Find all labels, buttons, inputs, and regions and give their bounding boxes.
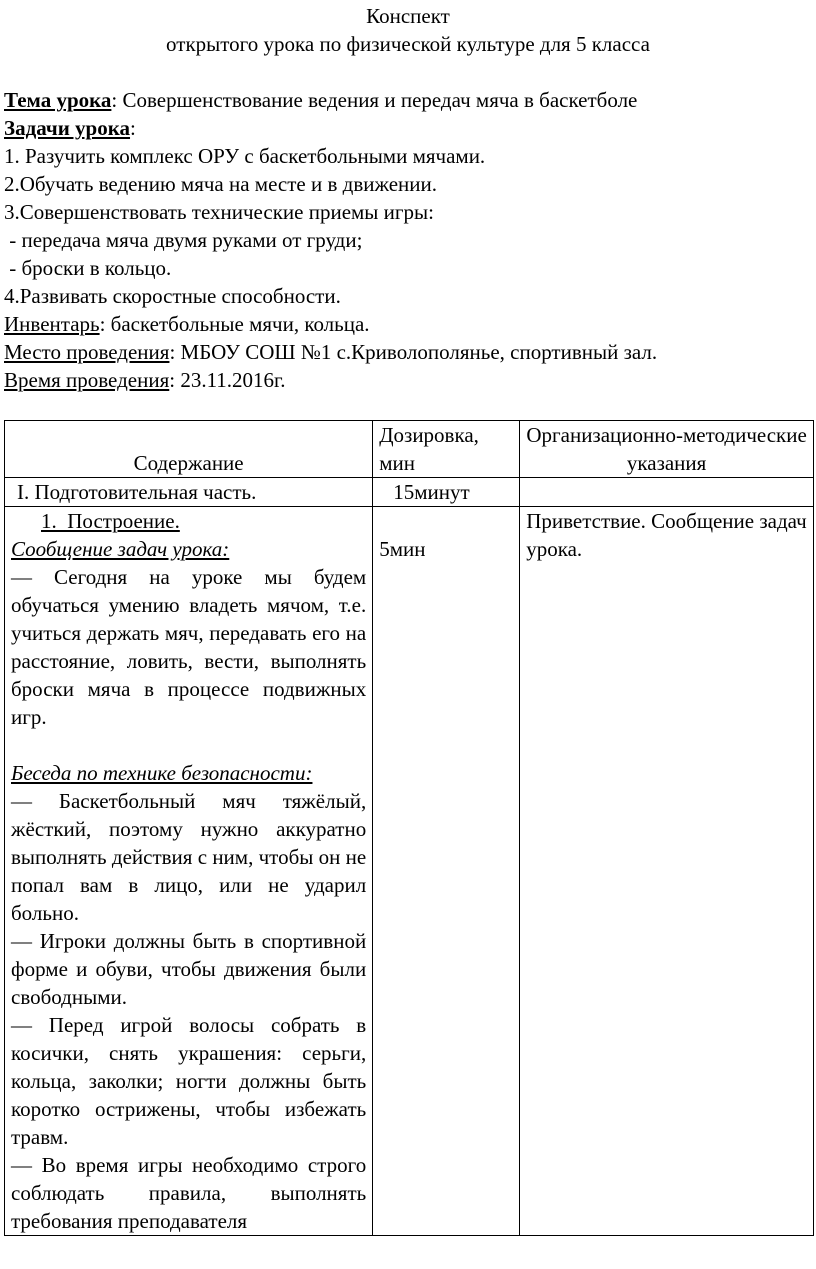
task-item: - передача мяча двумя руками от груди; xyxy=(4,228,363,252)
task-message-label: Сообщение задач урока: xyxy=(11,537,230,561)
tasks-heading xyxy=(4,114,804,142)
section-dosage: 15минут xyxy=(373,478,520,507)
row-dosage xyxy=(373,507,520,1236)
section-row xyxy=(5,478,814,507)
safety-item: — Игроки должны быть в спортивной форме и обуви, чтобы движения были свободными. xyxy=(11,929,367,1009)
place-value: : МБОУ СОШ №1 с.Криволополянье, спортивный зал. xyxy=(169,340,658,364)
tasks-colon: : xyxy=(130,116,136,140)
lesson-table xyxy=(4,420,814,1236)
place-label: Место проведения xyxy=(4,340,170,364)
table-header-row xyxy=(5,421,814,478)
safety-item: — Баскетбольный мяч тяжёлый, жёсткий, поэтому нужно аккуратно выполнять действия с ним, чтобы он не попал вам в лицо, или не ударил больно. xyxy=(11,789,367,925)
safety-item: — Перед игрой волосы собрать в косички, снять украшения: серьги, кольца, заколки; ногти должны быть коротко острижены, чтобы избежать травм. xyxy=(11,1013,367,1149)
safety-label: Беседа по технике безопасности: xyxy=(11,761,313,785)
time-value: : 23.11.2016г. xyxy=(169,368,286,392)
task-item: 3.Совершенствовать технические приемы игры: xyxy=(4,200,434,224)
place-line xyxy=(4,338,804,366)
document-title: Конспект xyxy=(366,4,450,28)
header-dosage: Дозировка, мин xyxy=(373,421,520,478)
topic-line xyxy=(4,86,804,114)
task-message-text: — Сегодня на уроке мы будем обучаться умению владеть мячом, т.е. учиться держать мяч, передавать его на расстояние, ловить, вести, выполнять броски мяча в процессе подвижных игр. xyxy=(11,565,367,729)
safety-item: — Во время игры необходимо строго соблюдать правила, выполнять требования преподавателя xyxy=(11,1153,367,1233)
row-content xyxy=(5,507,373,1236)
task-item: - броски в кольцо. xyxy=(4,256,172,280)
inventory-value: : баскетбольные мячи, кольца. xyxy=(99,312,370,336)
task-item: 2.Обучать ведению мяча на месте и в движении. xyxy=(4,172,438,196)
row-notes: Приветствие. Сообщение задач урока. xyxy=(520,507,814,1236)
document-subtitle: открытого урока по физической культуре для 5 класса xyxy=(166,32,650,56)
table-row xyxy=(5,507,814,1236)
section-notes xyxy=(520,478,814,507)
item-title-text: 1. Построение. xyxy=(41,509,180,533)
spacer xyxy=(11,731,366,759)
topic-label: Тема урока xyxy=(4,88,112,112)
lesson-info xyxy=(4,86,804,394)
task-item: 4.Развивать скоростные способности. xyxy=(4,284,341,308)
topic-value: : Совершенствование ведения и передач мяча в баскетболе xyxy=(111,88,638,112)
time-label: Время проведения xyxy=(4,368,170,392)
item-title xyxy=(11,507,366,535)
section-title: I. Подготовительная часть. xyxy=(5,478,373,507)
header-notes: Организационно-методические указания xyxy=(520,421,814,478)
dosage-value: 5мин xyxy=(379,537,426,561)
header-content: Содержание xyxy=(5,421,373,478)
tasks-label: Задачи урока xyxy=(4,116,131,140)
task-item: 1. Разучить комплекс ОРУ с баскетбольными мячами. xyxy=(4,144,486,168)
time-line xyxy=(4,366,804,394)
inventory-line xyxy=(4,310,804,338)
inventory-label: Инвентарь xyxy=(4,312,100,336)
